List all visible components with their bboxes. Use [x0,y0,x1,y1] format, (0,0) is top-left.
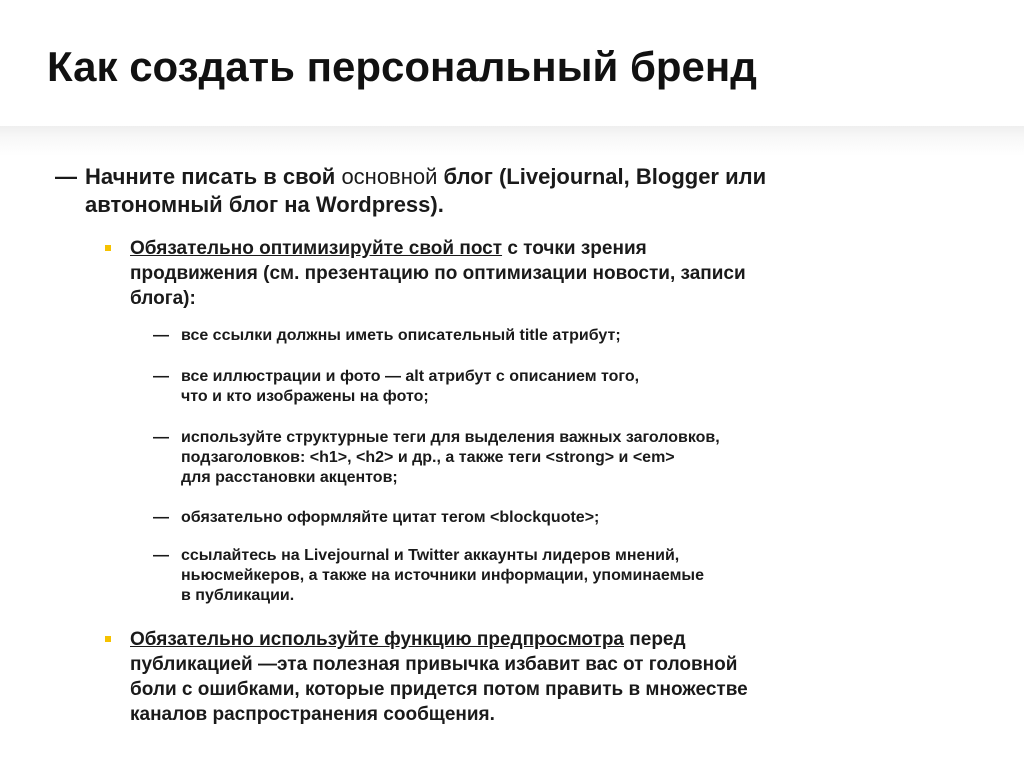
main-point-text-light: основной [341,164,438,189]
subpoint-text: все иллюстрации и фото — alt атрибут с описанием того, [181,368,640,385]
subpoint-text-line2: ньюсмейкеров, а также на источники информации, упоминаемые [181,567,704,584]
subpoint-text: ссылайтесь на Livejournal и Twitter аккаунты лидеров мнений, [181,547,680,564]
bullet-text-line2: продвижения (см. презентацию по оптимизации новости, записи [130,263,746,284]
subpoint-dash: — [153,547,169,564]
subpoint-dash: — [153,368,169,385]
subpoint-text-line2: что и кто изображены на фото; [181,388,429,405]
bullet-underlined-text: Обязательно оптимизируйте свой пост [130,238,503,259]
subpoint-link-accounts [153,546,873,606]
bullet-text-line2: публикацией —эта полезная привычка избавит вас от головной [130,654,738,675]
subpoint-dash: — [153,429,169,446]
bullet-preview-function [105,627,905,727]
bullet-underlined-text: Обязательно используйте функцию предпросмотра [130,629,624,650]
bullet-text [105,627,905,652]
subpoint-title-attribute [153,326,873,346]
subpoint-text: все ссылки должны иметь описательный title атрибут; [181,327,621,344]
slide-title: Как создать персональный бренд [47,43,757,90]
bullet-text-line4: каналов распространения сообщения. [130,704,495,725]
bullet-optimize-post [105,236,905,311]
main-point [55,163,955,219]
main-point-text-part1: Начните писать в свой [85,164,342,189]
subpoint-text: используйте структурные теги для выделения важных заголовков, [181,429,720,446]
main-point-text-line2: автономный блог на Wordpress). [85,192,444,217]
subpoint-structural-tags [153,428,873,488]
subpoint-text: обязательно оформляйте цитат тегом <blockquote>; [181,509,600,526]
subpoint-alt-attribute [153,367,873,407]
bullet-text-line3: блога): [130,288,196,309]
main-point-text-part2: блог (Livejournal, Blogger или [437,164,767,189]
bullet-square-icon [105,636,111,642]
subpoint-text-line2: подзаголовков: <h1>, <h2> и др., а также теги <strong> и <em> [181,449,675,466]
main-point-dash: — [55,164,77,189]
subpoint-text-line3: для расстановки акцентов; [181,469,398,486]
bullet-text-rest: перед [624,629,686,650]
bullet-text-rest: с точки зрения [502,238,647,259]
subpoint-dash: — [153,327,169,344]
bullet-text [105,236,905,261]
subpoint-dash: — [153,509,169,526]
bullet-square-icon [105,245,111,251]
subpoint-text-line3: в публикации. [181,587,295,604]
bullet-text-line3: боли с ошибками, которые придется потом править в множестве [130,679,748,700]
subpoint-blockquote [153,508,873,528]
